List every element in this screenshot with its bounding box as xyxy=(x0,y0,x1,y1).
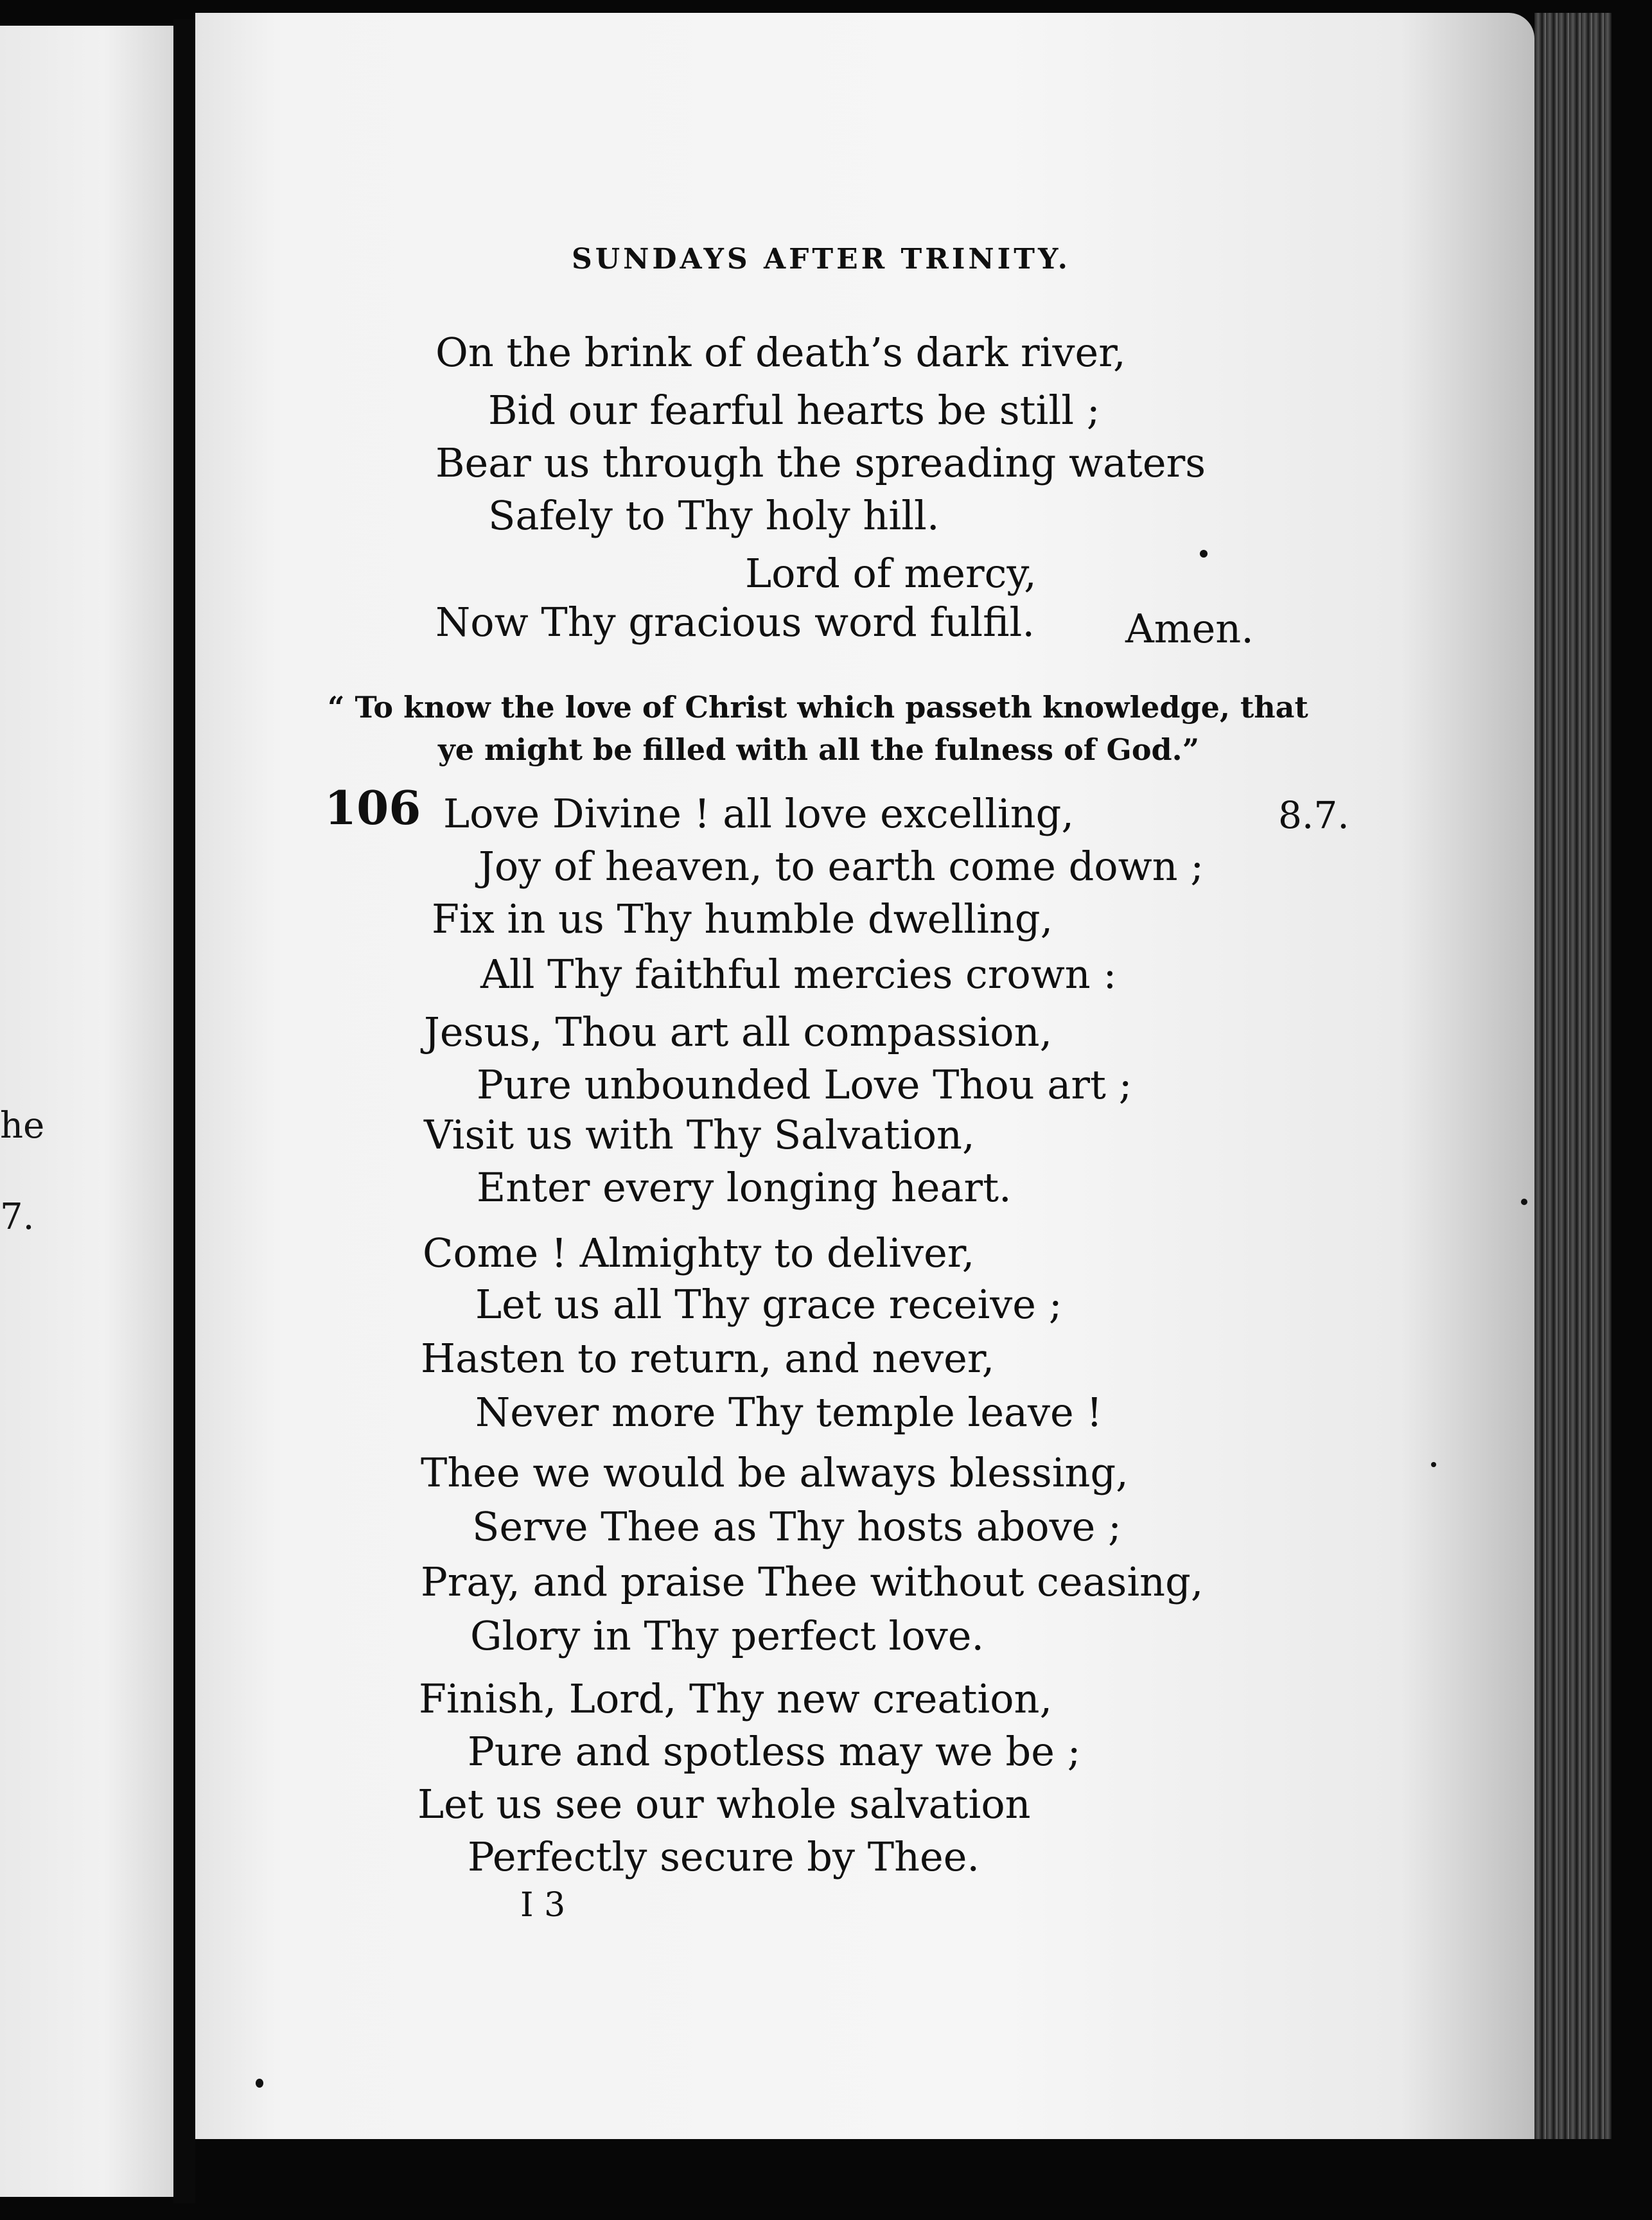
epigraph-line: ye might be filled with all the fulness of God.” xyxy=(438,732,1200,767)
left-page-edge xyxy=(0,26,173,2197)
hymn-line: Pure and spotless may we be ; xyxy=(468,1728,1081,1775)
hymn-line: Enter every longing heart. xyxy=(477,1164,1012,1211)
verse-line: Safely to Thy holy hill. xyxy=(488,492,940,539)
hymn-line: All Thy faithful mercies crown : xyxy=(480,951,1117,998)
verse-line: On the brink of death’s dark river, xyxy=(435,329,1126,376)
verse-line: Now Thy gracious word fulfil. xyxy=(435,599,1035,646)
hymn-number: 106 xyxy=(324,780,421,835)
amen: Amen. xyxy=(1125,605,1254,652)
hymn-line: Never more Thy temple leave ! xyxy=(475,1389,1103,1436)
epigraph-line: “ To know the love of Christ which passeth knowledge, that xyxy=(328,690,1308,725)
ink-speck xyxy=(256,2079,263,2088)
hymn-line: Jesus, Thou art all compassion, xyxy=(424,1009,1053,1055)
verse-line: Lord of mercy, xyxy=(745,550,1037,597)
left-page-fragment: 7. xyxy=(0,1196,35,1238)
hymn-line: Love Divine ! all love excelling, xyxy=(443,790,1075,837)
book-gutter xyxy=(173,19,195,2203)
hymn-line: Visit us with Thy Salvation, xyxy=(424,1111,975,1158)
hymn-line: Finish, Lord, Thy new creation, xyxy=(419,1675,1053,1722)
page-edges xyxy=(1534,13,1612,2139)
left-page-fragment: he xyxy=(0,1105,45,1147)
signature-mark: I 3 xyxy=(520,1886,566,1925)
hymn-line: Glory in Thy perfect love. xyxy=(470,1612,985,1659)
hymn-line: Hasten to return, and never, xyxy=(421,1335,995,1382)
hymn-line: Fix in us Thy humble dwelling, xyxy=(432,895,1053,942)
hymn-line: Let us see our whole salvation xyxy=(417,1781,1031,1828)
ink-speck xyxy=(1521,1199,1527,1205)
hymn-line: Pure unbounded Love Thou art ; xyxy=(477,1061,1132,1108)
hymn-line: Perfectly secure by Thee. xyxy=(468,1833,980,1880)
running-header: SUNDAYS AFTER TRINITY. xyxy=(572,243,1071,276)
ink-speck xyxy=(1431,1462,1436,1467)
hymn-meter: 8.7. xyxy=(1278,793,1349,837)
verse-line: Bid our fearful hearts be still ; xyxy=(488,387,1100,434)
ink-speck xyxy=(1200,550,1208,558)
hymn-line: Joy of heaven, to earth come down ; xyxy=(479,843,1204,890)
hymn-line: Come ! Almighty to deliver, xyxy=(423,1229,975,1276)
hymn-line: Serve Thee as Thy hosts above ; xyxy=(472,1503,1121,1550)
hymn-line: Thee we would be always blessing, xyxy=(421,1449,1129,1496)
hymn-line: Let us all Thy grace receive ; xyxy=(475,1281,1062,1328)
verse-line: Bear us through the spreading waters xyxy=(435,439,1206,486)
hymn-line: Pray, and praise Thee without ceasing, xyxy=(421,1558,1204,1605)
